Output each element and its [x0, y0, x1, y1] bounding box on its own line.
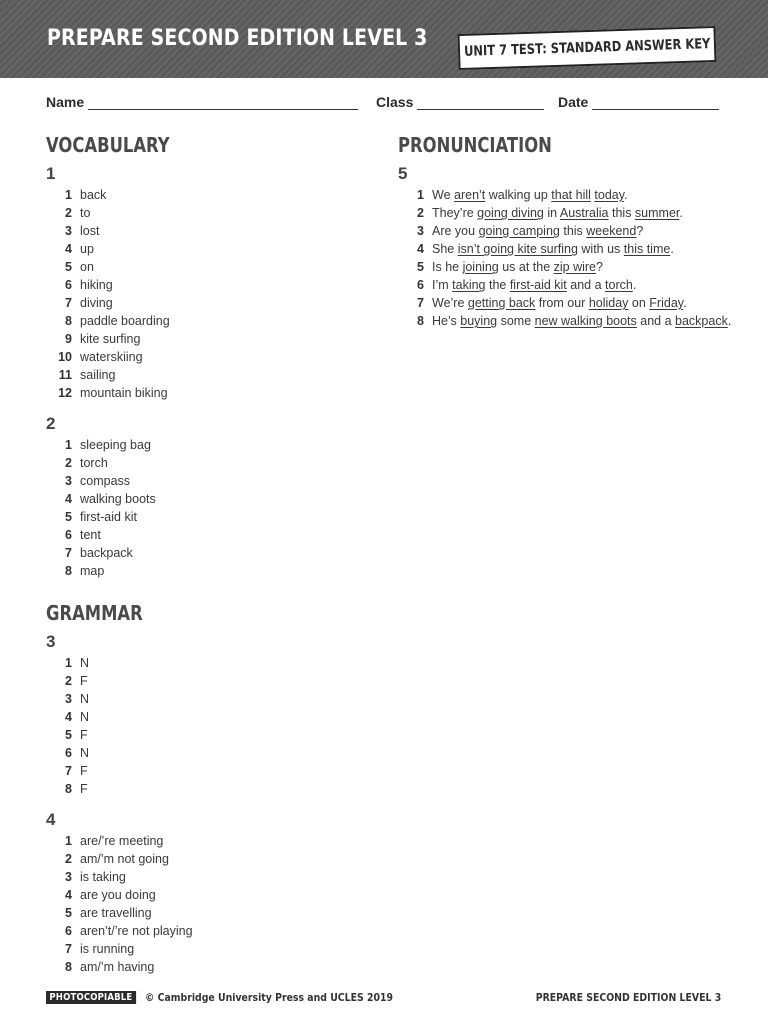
list-item [46, 562, 366, 580]
item-answer: torch [80, 456, 108, 470]
grammar-heading: GRAMMAR [46, 601, 143, 625]
item-answer: are/’re meeting [80, 834, 164, 848]
item-sentence [432, 258, 603, 276]
stressed-word: Friday [649, 296, 684, 310]
list-item [46, 240, 366, 258]
question-number: 2 [46, 414, 56, 433]
list-item [46, 832, 366, 850]
stressed-word: getting back [467, 296, 536, 310]
item-number: 1 [65, 438, 72, 452]
sentence-text: We [432, 188, 454, 202]
item-number: 12 [58, 386, 72, 400]
item-number: 10 [58, 350, 72, 364]
item-sentence [432, 222, 643, 240]
item-sentence [432, 240, 674, 258]
item-sentence [432, 294, 687, 312]
item-answer: am/’m not going [80, 852, 169, 866]
list-item [46, 526, 366, 544]
list-item [46, 312, 366, 330]
sentence-text: from our [535, 296, 589, 310]
stressed-word: holiday [588, 296, 629, 310]
list-item [46, 384, 366, 402]
date-line [592, 95, 719, 110]
stressed-word: buying [460, 314, 498, 328]
name-label: Name [46, 94, 85, 110]
list-item [46, 454, 366, 472]
student-fields [0, 94, 768, 114]
page-title: PREPARE SECOND EDITION LEVEL 3 [47, 26, 428, 51]
item-answer: is taking [80, 870, 126, 884]
item-number: 5 [65, 906, 72, 920]
name-field[interactable] [46, 94, 358, 110]
item-number: 1 [65, 834, 72, 848]
item-number: 4 [65, 492, 72, 506]
list-item [46, 508, 366, 526]
stressed-word: this time [623, 242, 671, 256]
answer-key-text: UNIT 7 TEST: STANDARD ANSWER KEY [463, 36, 711, 60]
stressed-word: isn’t going kite surfing [457, 242, 578, 256]
item-answer: F [80, 764, 88, 778]
item-answer: mountain biking [80, 386, 168, 400]
item-number: 7 [65, 546, 72, 560]
item-number: 8 [417, 314, 424, 328]
list-item [46, 490, 366, 508]
item-answer: on [80, 260, 94, 274]
list-item [46, 744, 366, 762]
stressed-word: backpack [675, 314, 728, 328]
list-item [46, 780, 366, 798]
item-answer: tent [80, 528, 101, 542]
photocopiable-badge: PHOTOCOPIABLE [46, 991, 136, 1004]
question-number: 4 [46, 810, 56, 829]
sentence-text: Is he [432, 260, 463, 274]
name-line [88, 95, 358, 110]
item-number: 2 [65, 456, 72, 470]
item-answer: F [80, 728, 88, 742]
stressed-word: that hill [551, 188, 591, 202]
footer-title: PREPARE SECOND EDITION LEVEL 3 [535, 991, 721, 1004]
sentence-text: . [632, 278, 637, 292]
item-sentence [432, 186, 628, 204]
item-answer: back [80, 188, 107, 202]
answer-list [46, 832, 366, 976]
sentence-text: . [679, 206, 683, 220]
sentence-text: walking up [485, 188, 552, 202]
sentence-text: some [497, 314, 535, 328]
item-number: 8 [65, 960, 72, 974]
list-item [398, 240, 738, 258]
item-answer: are you doing [80, 888, 156, 902]
sentence-text: . [727, 314, 732, 328]
list-item [46, 868, 366, 886]
list-item [46, 348, 366, 366]
list-item [398, 204, 738, 222]
item-number: 7 [65, 296, 72, 310]
item-answer: walking boots [80, 492, 156, 506]
item-answer: hiking [80, 278, 113, 292]
item-answer: F [80, 782, 88, 796]
item-number: 1 [65, 188, 72, 202]
item-number: 5 [65, 260, 72, 274]
sentence-text: in [543, 206, 560, 220]
sentence-text: ? [636, 224, 644, 238]
sentence-text: I’m [432, 278, 453, 292]
item-number: 6 [65, 746, 72, 760]
item-answer: waterskiing [80, 350, 143, 364]
answer-key-label [457, 26, 716, 70]
stressed-word: going camping [478, 224, 560, 238]
list-item [398, 222, 738, 240]
item-answer: kite surfing [80, 332, 141, 346]
sentence-text: us at the [498, 260, 554, 274]
stressed-word: zip wire [553, 260, 596, 274]
stressed-word: going diving [477, 206, 544, 220]
sentence-text: with us [577, 242, 624, 256]
answer-list [398, 186, 738, 330]
item-answer: N [80, 746, 90, 760]
list-item [46, 958, 366, 976]
page-footer [0, 990, 768, 1008]
class-label: Class [376, 94, 414, 110]
item-number: 4 [65, 710, 72, 724]
item-number: 7 [65, 942, 72, 956]
list-item [46, 186, 366, 204]
item-number: 8 [65, 314, 72, 328]
sentence-text: . [683, 296, 687, 310]
list-item [46, 922, 366, 940]
stressed-word: first-aid kit [509, 278, 567, 292]
stressed-word: summer [634, 206, 680, 220]
sentence-text: . [670, 242, 674, 256]
item-number: 1 [417, 188, 424, 202]
item-number: 8 [65, 782, 72, 796]
stressed-word: taking [452, 278, 486, 292]
item-number: 2 [65, 674, 72, 688]
vocabulary-heading: VOCABULARY [46, 133, 170, 157]
item-number: 4 [65, 888, 72, 902]
item-answer: is running [80, 942, 135, 956]
stressed-word: torch [605, 278, 633, 292]
item-number: 1 [65, 656, 72, 670]
item-answer: sleeping bag [80, 438, 151, 452]
stressed-word: aren’t [454, 188, 486, 202]
list-item [46, 276, 366, 294]
stressed-word: weekend [586, 224, 637, 238]
answer-list [46, 654, 366, 798]
item-number: 7 [417, 296, 424, 310]
page-header [0, 0, 768, 78]
list-item [46, 672, 366, 690]
list-item [46, 904, 366, 922]
list-item [46, 850, 366, 868]
date-label: Date [558, 94, 589, 110]
list-item [398, 294, 738, 312]
item-answer: are travelling [80, 906, 152, 920]
item-number: 3 [65, 474, 72, 488]
copyright-text: © Cambridge University Press and UCLES 2019 [145, 991, 394, 1004]
item-sentence [432, 276, 636, 294]
item-number: 6 [65, 924, 72, 938]
item-number: 2 [65, 852, 72, 866]
stressed-word: today [594, 188, 625, 202]
sentence-text: and a [636, 314, 676, 328]
list-item [46, 762, 366, 780]
item-number: 3 [65, 224, 72, 238]
item-number: 4 [65, 242, 72, 256]
item-number: 3 [417, 224, 424, 238]
item-answer: compass [80, 474, 131, 488]
item-number: 8 [65, 564, 72, 578]
stressed-word: joining [462, 260, 499, 274]
question-number: 5 [398, 164, 408, 183]
item-answer: aren’t/’re not playing [80, 924, 193, 938]
list-item [46, 258, 366, 276]
item-sentence [432, 312, 731, 330]
list-item [46, 544, 366, 562]
item-answer: up [80, 242, 94, 256]
sentence-text: this [559, 224, 587, 238]
list-item [46, 690, 366, 708]
answer-list [46, 436, 366, 580]
item-answer: backpack [80, 546, 133, 560]
item-answer: N [80, 656, 90, 670]
pronunciation-heading: PRONUNCIATION [398, 133, 552, 157]
list-item [398, 276, 738, 294]
item-answer: F [80, 674, 88, 688]
answer-list [46, 186, 366, 402]
item-answer: first-aid kit [80, 510, 137, 524]
sentence-text: She [432, 242, 458, 256]
stressed-word: Australia [559, 206, 609, 220]
list-item [46, 204, 366, 222]
item-answer: N [80, 710, 90, 724]
sentence-text: ? [596, 260, 603, 274]
class-line [417, 95, 544, 110]
item-number: 2 [417, 206, 424, 220]
item-number: 6 [417, 278, 424, 292]
sentence-text: He’s [432, 314, 461, 328]
sentence-text: They’re [432, 206, 478, 220]
list-item [46, 940, 366, 958]
list-item [398, 258, 738, 276]
list-item [398, 312, 738, 330]
item-number: 4 [417, 242, 424, 256]
left-column [46, 130, 366, 976]
item-answer: map [80, 564, 105, 578]
sentence-text: on [628, 296, 650, 310]
list-item [398, 186, 738, 204]
sentence-text: and a [566, 278, 606, 292]
item-number: 5 [65, 728, 72, 742]
item-answer: diving [80, 296, 113, 310]
list-item [46, 472, 366, 490]
item-answer: lost [80, 224, 100, 238]
item-number: 11 [58, 368, 72, 382]
list-item [46, 886, 366, 904]
list-item [46, 330, 366, 348]
list-item [46, 294, 366, 312]
list-item [46, 222, 366, 240]
item-answer: paddle boarding [80, 314, 170, 328]
sentence-text: this [608, 206, 635, 220]
question-number: 1 [46, 164, 56, 183]
question-number: 3 [46, 632, 56, 651]
sentence-text: We’re [432, 296, 468, 310]
sentence-text: the [485, 278, 510, 292]
date-field[interactable] [558, 94, 719, 110]
item-number: 7 [65, 764, 72, 778]
item-number: 9 [65, 332, 72, 346]
item-number: 3 [65, 692, 72, 706]
list-item [46, 708, 366, 726]
item-number: 2 [65, 206, 72, 220]
sentence-text: Are you [432, 224, 479, 238]
item-number: 6 [65, 278, 72, 292]
list-item [46, 726, 366, 744]
sentence-text: . [624, 188, 628, 202]
stressed-word: new walking boots [534, 314, 637, 328]
item-answer: sailing [80, 368, 116, 382]
right-column [398, 130, 738, 330]
item-number: 3 [65, 870, 72, 884]
class-field[interactable] [376, 94, 544, 110]
list-item [46, 654, 366, 672]
item-answer: am/’m having [80, 960, 155, 974]
item-number: 5 [65, 510, 72, 524]
item-number: 6 [65, 528, 72, 542]
item-number: 5 [417, 260, 424, 274]
list-item [46, 366, 366, 384]
item-sentence [432, 204, 683, 222]
list-item [46, 436, 366, 454]
item-answer: N [80, 692, 90, 706]
item-answer: to [80, 206, 91, 220]
